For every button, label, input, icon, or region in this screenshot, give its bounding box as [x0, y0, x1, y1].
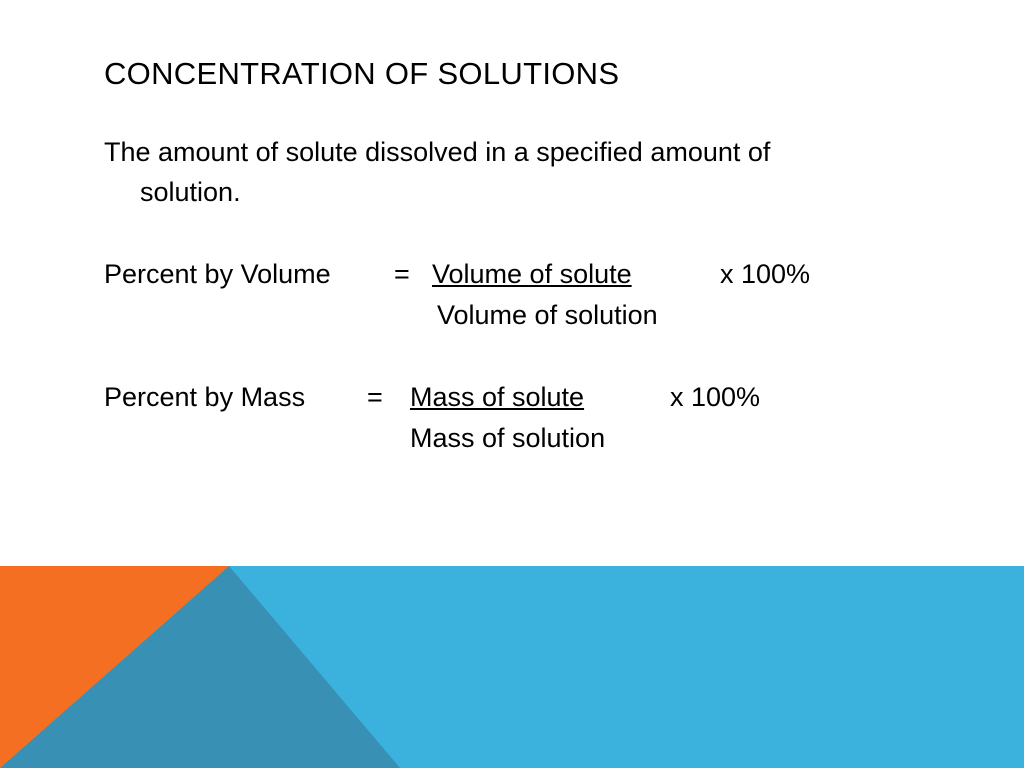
percent-mass-numerator: Mass of solute	[410, 382, 585, 412]
percent-mass-denominator: Mass of solution	[410, 423, 606, 453]
percent-volume-denominator: Volume of solution	[437, 300, 658, 330]
percent-volume-label: Percent by Volume	[104, 259, 331, 289]
percent-volume-equals: =	[394, 259, 410, 289]
percent-mass-label: Percent by Mass	[104, 382, 306, 412]
percent-mass-multiplier: x 100%	[670, 382, 761, 412]
slide-title: CONCENTRATION OF SOLUTIONS	[104, 56, 620, 91]
definition-line-1: The amount of solute dissolved in a specified amount of	[104, 137, 771, 167]
percent-volume-multiplier: x 100%	[720, 259, 811, 289]
definition-line-2: solution.	[140, 177, 241, 207]
percent-volume-numerator: Volume of solute	[432, 259, 632, 289]
percent-mass-equals: =	[367, 382, 383, 412]
